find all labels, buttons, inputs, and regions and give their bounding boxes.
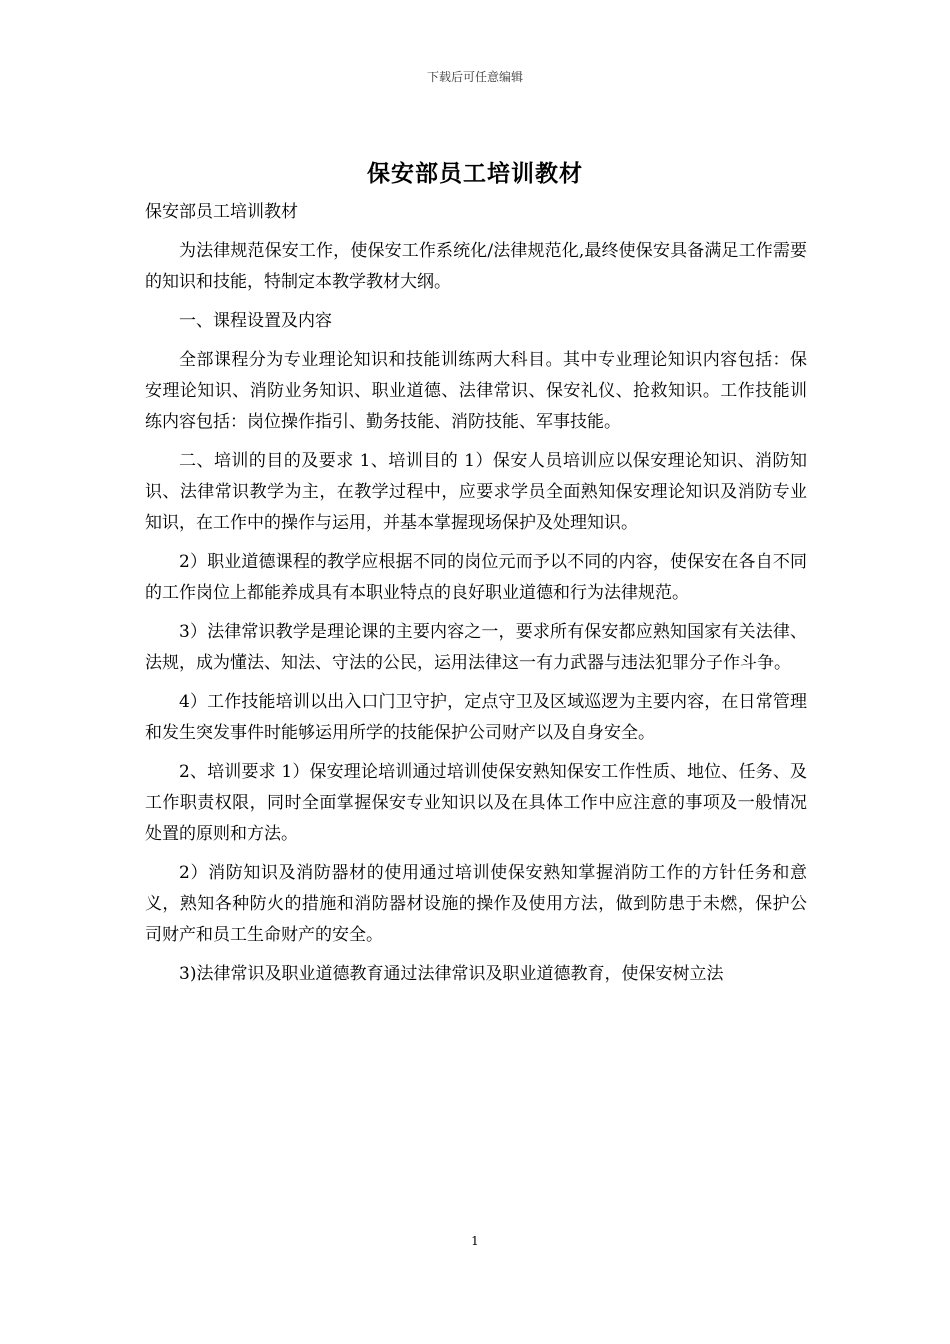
paragraph-subtitle: 保安部员工培训教材	[145, 202, 298, 222]
paragraph: 为法律规范保安工作，使保安工作系统化/法律规范化,最终使保安具备满足工作需要的知识和技能，特制定本教学教材大纲。	[145, 241, 807, 292]
page-number: 1	[471, 1234, 479, 1248]
paragraph: 2）消防知识及消防器材的使用通过培训使保安熟知掌握消防工作的方针任务和意义，熟知各种防火的措施和消防器材设施的操作及使用方法，做到防患于未燃，保护公司财产和员工生命财产的安全。	[145, 863, 807, 945]
header-note: 下载后可任意编辑	[426, 70, 523, 84]
paragraph: 二、培训的目的及要求 1、培训目的 1）保安人员培训应以保安理论知识、消防知识、法律常识教学为主，在教学过程中，应要求学员全面熟知保安理论知识及消防专业知识，在工作中的操作与运用，并基本掌握现场保护及处理知识。	[145, 451, 807, 533]
paragraph: 全部课程分为专业理论知识和技能训练两大科目。其中专业理论知识内容包括：保安理论知识、消防业务知识、职业道德、法律常识、保安礼仪、抢救知识。工作技能训练内容包括：岗位操作指引、勤务技能、消防技能、军事技能。	[145, 350, 807, 432]
paragraph: 4）工作技能培训以出入口门卫守护，定点守卫及区域巡逻为主要内容，在日常管理和发生突发事件时能够运用所学的技能保护公司财产以及自身安全。	[145, 692, 807, 743]
section-heading: 一、课程设置及内容	[179, 311, 332, 331]
document-title: 保安部员工培训教材	[367, 160, 583, 187]
paragraph: 3）法律常识教学是理论课的主要内容之一，要求所有保安都应熟知国家有关法律、法规，成为懂法、知法、守法的公民，运用法律这一有力武器与违法犯罪分子作斗争。	[145, 622, 807, 673]
document-body	[145, 197, 807, 998]
paragraph: 2、培训要求 1）保安理论培训通过培训使保安熟知保安工作性质、地位、任务、及工作职责权限，同时全面掌握保安专业知识以及在具体工作中应注意的事项及一般情况处置的原则和方法。	[145, 762, 807, 844]
paragraph: 2）职业道德课程的教学应根据不同的岗位元而予以不同的内容，使保安在各自不同的工作岗位上都能养成具有本职业特点的良好职业道德和行为法律规范。	[145, 552, 807, 603]
paragraph: 3)法律常识及职业道德教育通过法律常识及职业道德教育，使保安树立法	[179, 964, 724, 984]
